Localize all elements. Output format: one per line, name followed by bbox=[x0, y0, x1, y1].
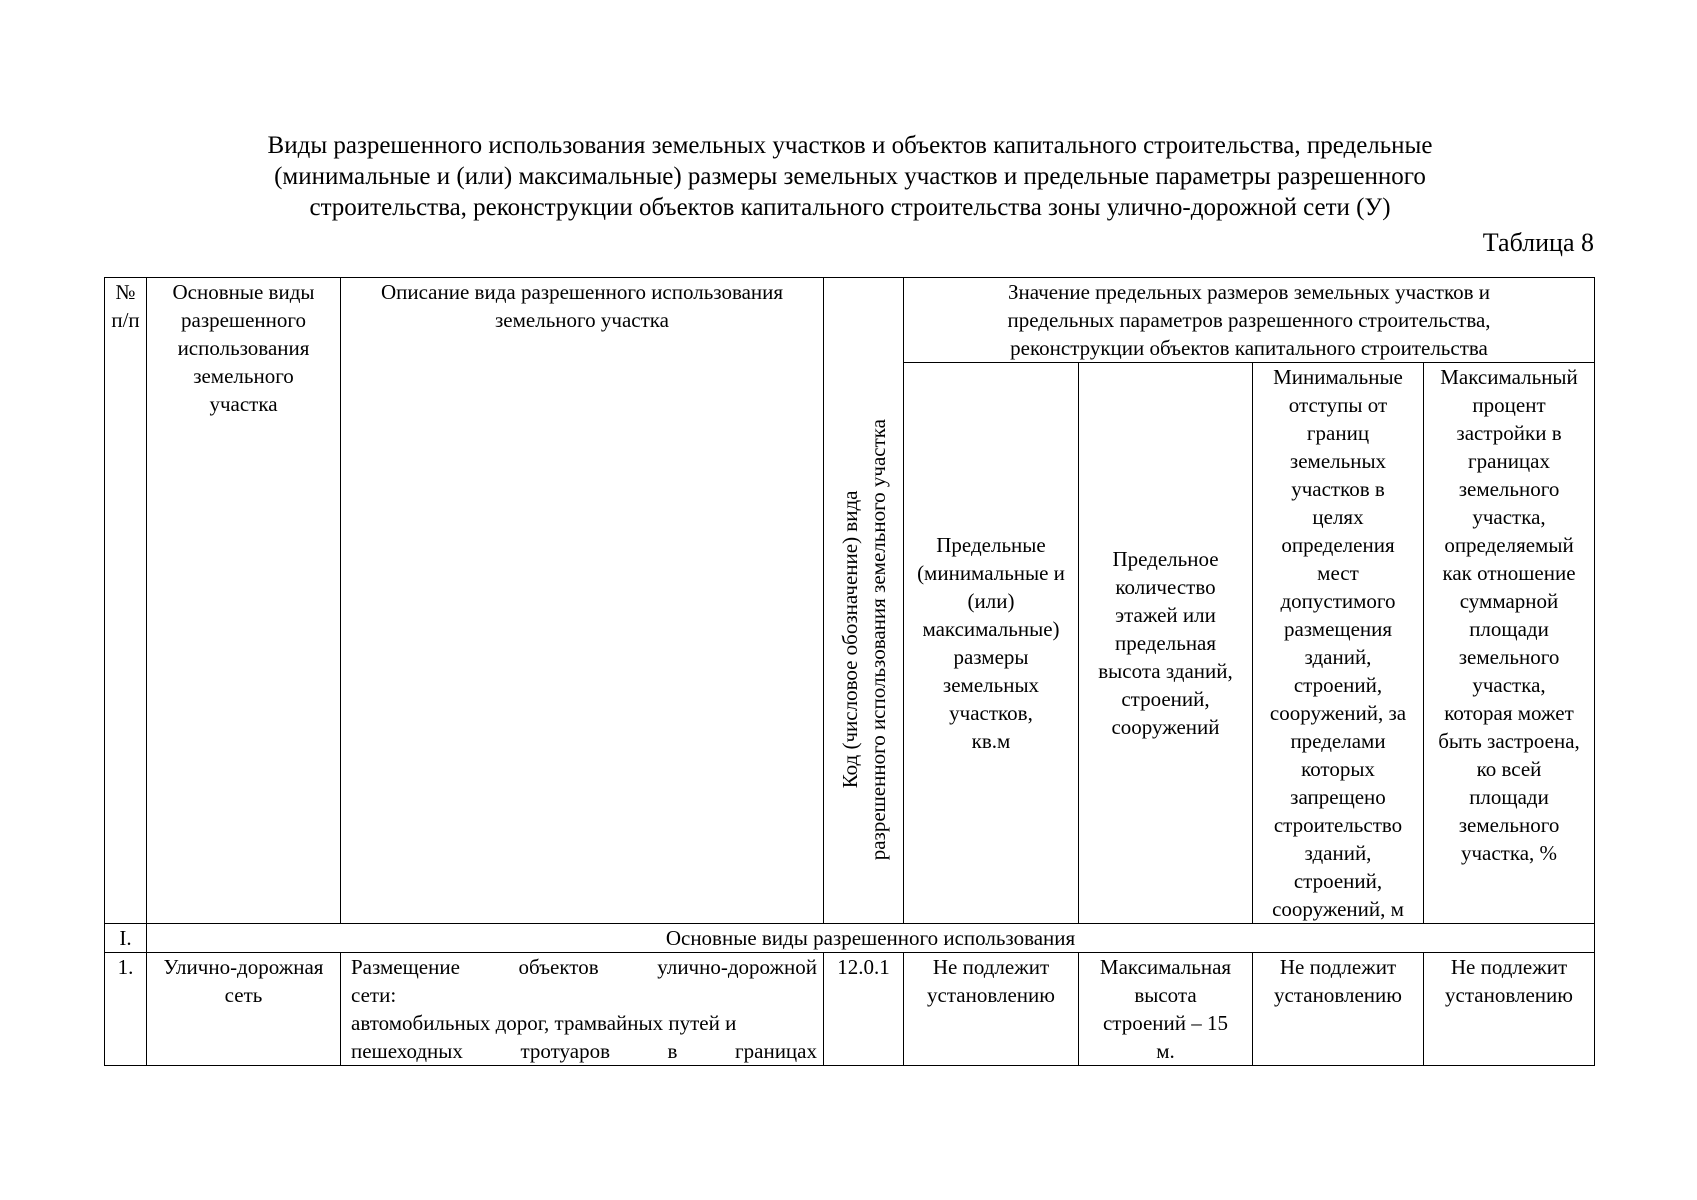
header-setbacks: Минимальные отступы от границ земельных участков в целях определения мест допустимого размещения зданий, строений, сооружений, за пределами которых запрещено строительство зданий, строений, сооружений, м bbox=[1253, 363, 1424, 924]
row-coverage: Не подлежит установлению bbox=[1424, 953, 1595, 1066]
header-main-types: Основные виды разрешенного использования земельного участка bbox=[147, 278, 341, 924]
header-sizes: Предельные (минимальные и (или) максимальные) размеры земельных участков, кв.м bbox=[904, 363, 1079, 924]
header-description: Описание вида разрешенного использования земельного участка bbox=[341, 278, 824, 924]
section-row bbox=[105, 924, 1595, 953]
header-floors: Предельное количество этажей или предельная высота зданий, строений, сооружений bbox=[1079, 363, 1253, 924]
row-type: Улично-дорожная сеть bbox=[147, 953, 341, 1066]
zone-table bbox=[104, 277, 1595, 1066]
header-limits-group: Значение предельных размеров земельных участков и предельных параметров разрешенного строительства, реконструкции объектов капитального строительства bbox=[904, 278, 1595, 363]
row-number: 1. bbox=[105, 953, 147, 1066]
table-row bbox=[105, 953, 1595, 1066]
header-code-vertical: Код (числовое обозначение) вида разрешенного использования земельного участка bbox=[837, 418, 890, 860]
row-setbacks: Не подлежит установлению bbox=[1253, 953, 1424, 1066]
section-title: Основные виды разрешенного использования bbox=[147, 924, 1595, 953]
title-line: Виды разрешенного использования земельных участков и объектов капитального строительства, предельные bbox=[267, 132, 1433, 159]
table-label: Таблица 8 bbox=[1482, 228, 1594, 257]
header-num: № п/п bbox=[105, 278, 147, 924]
title-line: строительства, реконструкции объектов капитального строительства зоны улично-дорожной сети (У) bbox=[309, 194, 1391, 221]
section-number: I. bbox=[105, 924, 147, 953]
row-description: Размещение объектов улично-дорожной сети: автомобильных дорог, трамвайных путей и пешеходных тротуаров в границах bbox=[341, 953, 824, 1066]
title-line: (минимальные и (или) максимальные) размеры земельных участков и предельные параметры разрешенного bbox=[274, 163, 1426, 190]
row-code: 12.0.1 bbox=[824, 953, 904, 1066]
header-row-1 bbox=[105, 278, 1595, 363]
document-title bbox=[150, 130, 1550, 223]
row-floors: Максимальная высота строений – 15 м. bbox=[1079, 953, 1253, 1066]
row-sizes: Не подлежит установлению bbox=[904, 953, 1079, 1066]
header-coverage: Максимальный процент застройки в границах земельного участка, определяемый как отношение суммарной площади земельного участка, которая может быть застроена, ко всей площади земельного участка, % bbox=[1424, 363, 1595, 924]
header-code bbox=[824, 278, 904, 924]
